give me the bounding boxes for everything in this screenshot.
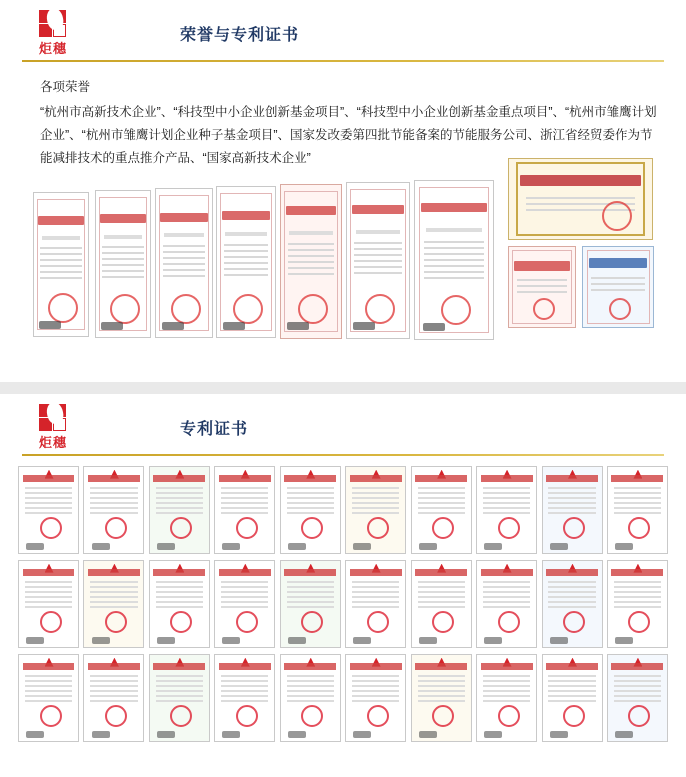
logo-text: 炬穗 [38,41,67,56]
patent-certificate [149,466,210,554]
logo-text: 炬穗 [38,435,67,450]
award-certificate-high-tech [508,158,653,240]
patent-certificate [83,654,144,742]
patent-certificate [280,654,341,742]
patent-certificate [83,466,144,554]
company-logo [22,10,84,58]
page1-header [0,0,686,62]
company-logo [22,404,84,452]
page1-certificate-gallery [0,180,686,340]
certificate-image [33,192,89,337]
patent-certificate [83,560,144,648]
patent-certificate [149,560,210,648]
certificate-image [155,188,213,338]
patent-certificate [345,466,406,554]
patent-certificate [607,466,668,554]
page-gap [0,382,686,394]
patent-certificate [542,560,603,648]
award-certificate-honor [508,246,576,328]
patent-certificate [542,654,603,742]
patent-certificate [476,654,537,742]
patent-certificate [345,560,406,648]
patent-certificate [280,560,341,648]
patent-grid-row [18,560,668,648]
patent-certificate [214,466,275,554]
patent-certificate [476,466,537,554]
section-label: 各项荣誉 [40,80,91,94]
patent-grid [18,466,668,742]
patent-grid-row [18,654,668,742]
patent-certificate [214,560,275,648]
patents-page [0,394,686,777]
honors-text-block [40,76,660,170]
patent-certificate [214,654,275,742]
certificate-image [95,190,151,338]
patent-certificate [411,466,472,554]
patent-certificate [18,466,79,554]
patent-certificate [18,560,79,648]
patent-certificate [411,560,472,648]
certificate-image [216,186,276,338]
page2-header [0,394,686,456]
logo-mark-icon [29,10,77,40]
patent-grid-row [18,466,668,554]
patent-certificate [345,654,406,742]
patent-certificate [411,654,472,742]
certificate-image [346,182,410,339]
certificate-image [414,180,494,340]
certificate-image [280,184,342,339]
honors-page [0,0,686,382]
award-certificate-aaa-rating [582,246,654,328]
patent-certificate [18,654,79,742]
patent-certificate [476,560,537,648]
patent-certificate [607,560,668,648]
header-divider [22,454,664,456]
honors-paragraph: “杭州市高新技术企业”、“科技型中小企业创新基金项目”、“科技型中小企业创新基金重点项目”、“杭州市雏鹰计划企业”、“杭州市雏鹰计划企业种子基金项目”、国家发改委第四批节能备案的节能服务公司、浙江省经贸委作为节能减排技术的重点推介产品、“国家高新技术企业” [40,105,657,165]
patent-certificate [607,654,668,742]
patent-certificate [280,466,341,554]
page-title: 荣誉与专利证书 [180,27,300,44]
header-divider [22,60,664,62]
patent-certificate [542,466,603,554]
logo-mark-icon [29,404,77,434]
patent-certificate [149,654,210,742]
page-title: 专利证书 [180,421,249,438]
